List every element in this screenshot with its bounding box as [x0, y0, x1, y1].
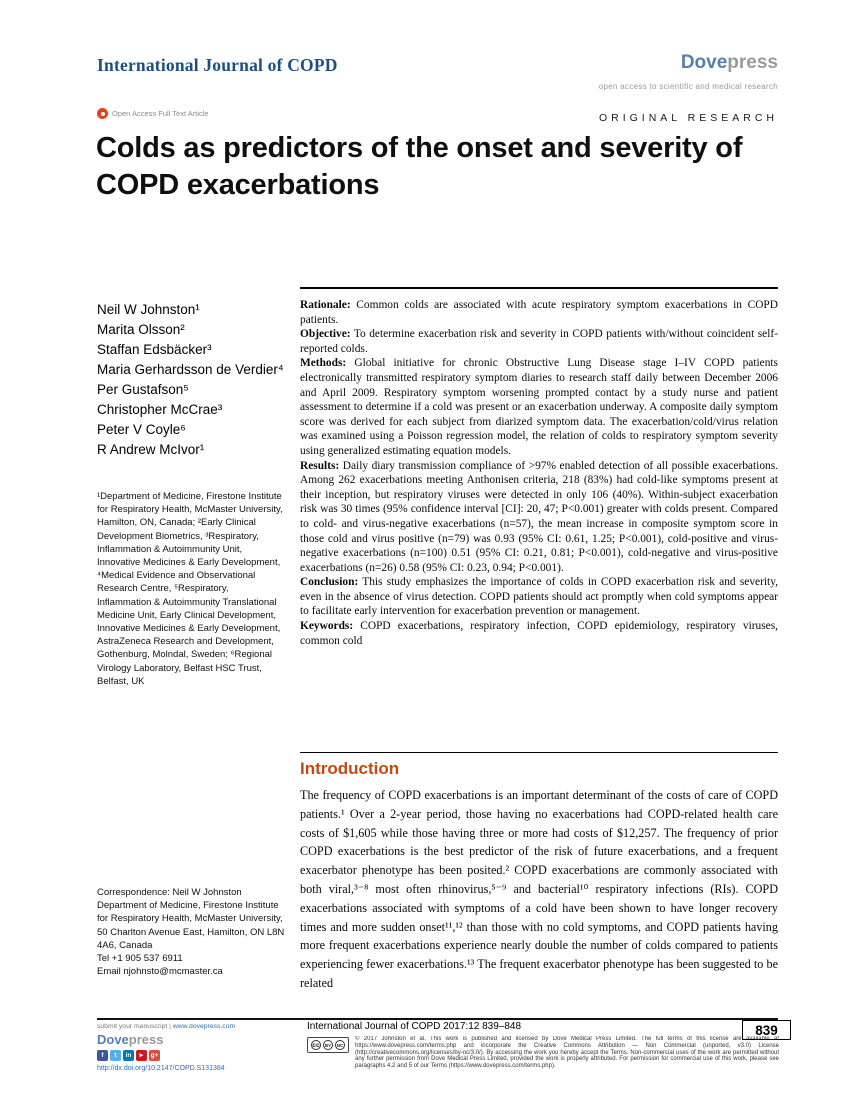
footer-rule — [97, 1018, 778, 1020]
open-access-label[interactable]: Open Access Full Text Article — [112, 109, 209, 118]
publisher-tagline: open access to scientific and medical research — [598, 82, 778, 91]
dovepress-footer-logo — [97, 1032, 302, 1047]
footer-logo-press: press — [128, 1032, 164, 1047]
social-icons-row — [97, 1050, 302, 1061]
author-list — [97, 300, 293, 460]
article-title — [96, 130, 786, 204]
page-number-box — [742, 1020, 791, 1040]
article-title-line1: Colds as predictors of the onset and severity of — [96, 132, 743, 164]
dovepress-logo-press: press — [727, 52, 778, 73]
journal-citation: International Journal of COPD 2017:12 839–848 — [307, 1021, 522, 1032]
abstract-text: Global initiative for chronic Obstructive Lung Disease stage I–IV COPD patients electronically transmitted respiratory symptom diaries to research staff daily between December 2006 and April 2009. Respiratory symptom worsening prompted contact by a study nurse and patient assessment to determine if a cold was present or an exacerbation underway. A composite daily symptom score was derived for each subject from diarized symptom data. The exacerbation/cold/virus relation was examined using a Poisson regression model, the relation of colds to respiratory symptom severity using generalized estimating equation models. — [300, 357, 778, 457]
abstract-text: To determine exacerbation risk and severity in COPD patients with/without coincident self-reported colds. — [300, 328, 778, 355]
submit-manuscript-line — [97, 1023, 302, 1030]
affiliations-block: ¹Department of Medicine, Firestone Institute for Respiratory Health, McMaster University, Hamilton, ON, Canada; ²Early Clinical Development Biometrics, ³Respiratory, Inflammation & Autoimmunity Unit, Innovative Medicines & Early Development, ⁴Medical Evidence and Observational Research Centre, ⁵Respiratory, Inflammation & Autoimmunity Translational Medicine Unit, Early Clinical Development, Innovative Medicines & Early Development, AstraZeneca Research and Development, Gothenburg, Molndal, Sweden; ⁶Regional Virology Laboratory, Belfast HSC Trust, Belfast, UK — [97, 491, 283, 687]
abstract-top-rule — [300, 287, 778, 289]
article-title-line2: COPD exacerbations — [96, 169, 380, 201]
abstract-rationale — [300, 298, 778, 327]
facebook-icon[interactable]: f — [97, 1050, 108, 1061]
abstract-bottom-rule — [300, 752, 778, 753]
article-type-label: ORIGINAL RESEARCH — [598, 112, 778, 124]
author-name: Staffan Edsbäcker³ — [97, 342, 212, 357]
linkedin-icon[interactable]: in — [123, 1050, 134, 1061]
abstract-text: Daily diary transmission compliance of >97% enabled detection of all possible exacerbations. Among 262 exacerbations meeting Anthonisen criteria, 218 (83%) had cold-like symptoms present at their inception, but respiratory viruses were detected in only 106 (40%). Within-subject exacerbation risk was 30 times (95% confidence interval [CI]: 20, 47; P<0.001) greater with colds present. Compared to cold- and virus-negative exacerbations (n=57), the mean increase in composite symptom score in those cold and virus positive (n=79) was 0.93 (95% CI: 0.61, 1.25; P<0.001), cold-positive and virus-negative exacerbations (n=100) 0.51 (95% CI: 0.21, 0.81; P<0.001), cold-negative and virus-positive exacerbations (n=26) 0.58 (95% CI: 0.23, 0.94; P<0.001). — [300, 459, 778, 574]
footer-logo-dove: Dove — [97, 1032, 129, 1047]
googleplus-icon[interactable]: g+ — [150, 1052, 159, 1059]
correspondence-address: Department of Medicine, Firestone Institute for Respiratory Health, McMaster University, 50 Charlton Avenue East, Hamilton, ON L8N 4A6, Canada — [97, 900, 285, 951]
author-name: Neil W Johnston¹ — [97, 302, 200, 317]
footer-left-block — [97, 1023, 302, 1072]
doi-link[interactable]: http://dx.doi.org/10.2147/COPD.S131384 — [97, 1065, 225, 1072]
abstract-objective — [300, 327, 778, 356]
correspondence-email[interactable]: Email njohnsto@mcmaster.ca — [97, 966, 223, 978]
abstract-label: Methods: — [300, 357, 347, 370]
introduction-paragraph: The frequency of COPD exacerbations is an important determinant of the costs of care of COPD patients.¹ Over a 2-year period, those having no exacerbations had COPD-related health care costs of $1,605 while those having three or more had costs of $12,257. The frequency of prior COPD exacerbations is the best predictor of the risk of future exacerbations, and a frequent exacerbator phenotype has been posited.² COPD exacerbations are commonly associated with both viral,³⁻⁸ most often rhinovirus,⁵⁻⁹ and bacterial¹⁰ respiratory infections (RIs). COPD exacerbations associated with symptoms of a cold have been shown to have longer recovery times and more sudden onset¹¹,¹² than those with no cold symptoms, and COPD patients having more frequent exacerbations experience nearly double the number of colds compared to patients experiencing fewer exacerbations.¹³ The frequent exacerbator phenotype has been suggested to be related — [300, 788, 778, 990]
author-name: Per Gustafson⁵ — [97, 382, 189, 397]
abstract-text: COPD exacerbations, respiratory infection, COPD epidemiology, respiratory viruses, common cold — [300, 620, 778, 647]
open-access-row — [97, 108, 209, 119]
cc-nc-icon: NC — [335, 1040, 345, 1050]
correspondence-name: Correspondence: Neil W Johnston — [97, 887, 242, 898]
abstract-label: Rationale: — [300, 299, 351, 311]
twitter-icon[interactable]: t — [110, 1050, 121, 1061]
license-fine-print: © 2017 Johnston et al. This work is published and licensed by Dove Medical Press Limited. The full terms of this license are available at https://www.dovepress.com/terms.php and incorporate the Creative Commons Attribution — Non Commercial (unported, v3.0) License (http://creativecommons.org/licenses/by-nc/3.0/). By accessing the work you hereby accept the Terms. Non-commercial uses of the work are permitted without any further permission from Dove Medical Press Limited, provided the work is properly attributed. For permission for commercial use of this work, please see paragraphs 4.2 and 5 of our Terms (https://www.dovepress.com/terms.php). — [355, 1036, 779, 1070]
submit-label: submit your manuscript — [97, 1023, 168, 1030]
author-name: Maria Gerhardsson de Verdier⁴ — [97, 362, 284, 377]
abstract-label: Conclusion: — [300, 576, 359, 589]
author-name: Marita Olsson² — [97, 322, 185, 337]
author-name: Peter V Coyle⁶ — [97, 422, 186, 437]
abstract-results — [300, 459, 778, 576]
abstract-keywords — [300, 619, 778, 648]
cc-icon: cc — [312, 1042, 320, 1049]
youtube-icon[interactable]: ► — [136, 1050, 147, 1061]
abstract-label: Keywords: — [300, 620, 354, 633]
cc-license-badge — [307, 1037, 349, 1053]
dovepress-logo — [681, 52, 778, 74]
abstract-label: Objective: — [300, 328, 351, 341]
abstract-text: Common colds are associated with acute respiratory symptom exacerbations in COPD patients. — [300, 299, 778, 326]
author-name: Christopher McCrae³ — [97, 402, 223, 417]
author-name: R Andrew McIvor¹ — [97, 442, 205, 457]
submit-separator: | — [167, 1023, 173, 1030]
abstract-block — [300, 298, 778, 648]
abstract-text: This study emphasizes the importance of colds in COPD exacerbation risk and severity, even in the absence of virus detection. COPD patients should act promptly when cold symptoms appear to facilitate early intervention for exacerbation prevention or management. — [300, 576, 778, 618]
section-heading-introduction: Introduction — [300, 759, 400, 778]
abstract-methods — [300, 356, 778, 458]
abstract-conclusion — [300, 575, 778, 619]
dovepress-logo-dove: Dove — [680, 52, 728, 73]
correspondence-block — [97, 886, 285, 978]
cc-by-icon: BY — [323, 1040, 333, 1050]
page-number: 839 — [755, 1022, 778, 1038]
dovepress-url-link[interactable]: www.dovepress.com — [172, 1023, 236, 1030]
abstract-label: Results: — [300, 459, 340, 472]
open-access-icon — [97, 108, 108, 119]
correspondence-tel: Tel +1 905 537 6911 — [97, 953, 183, 965]
journal-name: International Journal of COPD — [97, 55, 338, 75]
